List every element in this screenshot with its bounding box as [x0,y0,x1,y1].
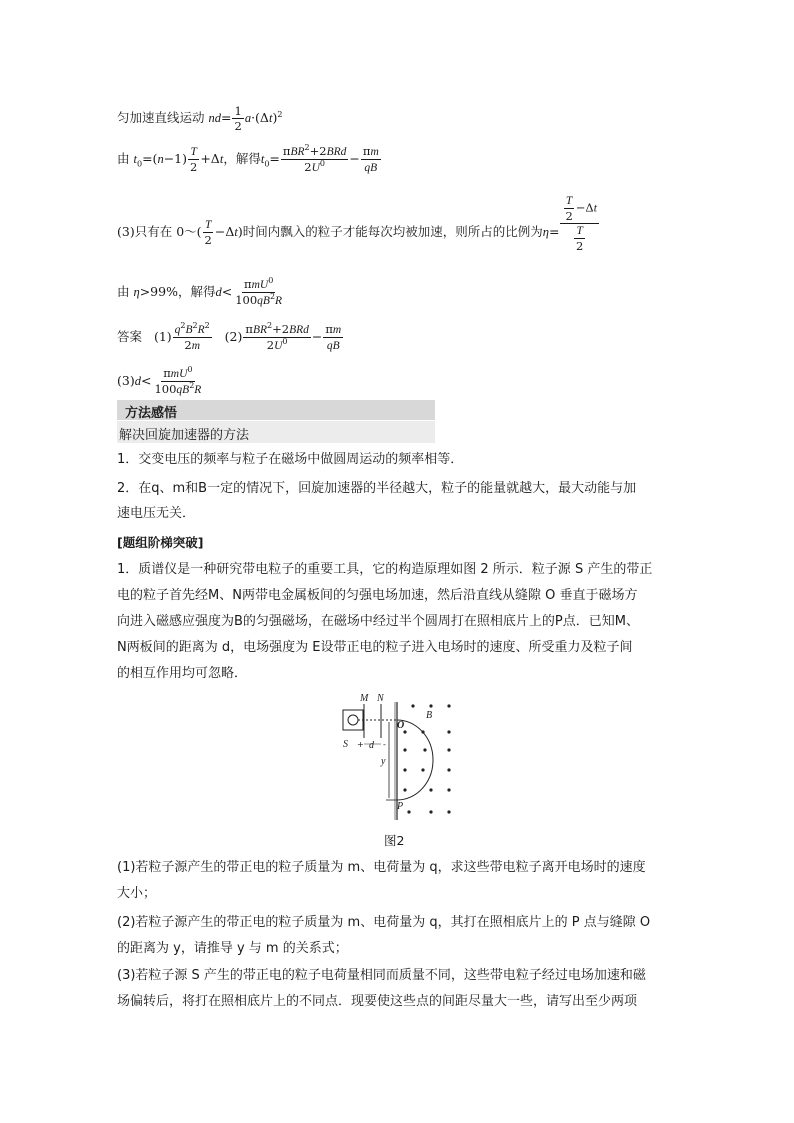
answer-2-label: (2) [224,329,243,344]
method-point-2-line-2: 速电压无关． [117,506,196,521]
line4-prefix: 由 [117,284,130,299]
label-M: M [360,693,369,704]
question-1-line-5: 的相互作用均可忽略． [117,666,248,681]
sub-question-2-line-1: (2)若粒子源产生的带正电的粒子质量为 m、电荷量为 q，其打在照相底片上的 P 点与缝隙 O [117,915,651,930]
answer-line-3: (3)d< πmU$^0$ $100qB^2R$ [117,365,202,396]
line3-prefix: (3)只有在 [117,224,173,239]
line2-prefix: 由 [117,151,130,166]
line2-mid: ，解得 [223,151,261,166]
fraction-half: $\frac{1}{2}$ [234,104,242,133]
formula-nd: nd [208,111,221,125]
method-subheader: 解决回旋加速器的方法 [119,428,250,443]
line3-mid: 时间内飘入的粒子才能每次均被加速，则所占的比例为 [242,224,543,239]
method-header: 方法感悟 [125,406,178,421]
method-header-box [117,400,435,420]
label-d: d [369,740,374,751]
answer-3-label: (3) [117,373,135,388]
source-circle [348,715,358,725]
label-P: P [397,801,404,812]
solution-line-1: 匀加速直线运动 nd= $\frac{1}{2}$ $a\cdot(\Delta t)^2$ [117,104,283,133]
practice-header: [题组阶梯突破] [117,535,204,550]
line4-mid: ，解得 [177,284,216,299]
solution-line-2: 由 $t_0=(n-1)$ $\frac{T}{2}$ +Δt，解得$t_0=$ πBR$^2$+2BRd $2U^0$ − $\frac{\pi m}{qB}$ [117,143,379,174]
method-point-1: 1．交变电压的频率与粒子在磁场中做圆周运动的频率相等． [117,452,464,467]
sub-question-1-line-1: (1)若粒子源产生的带正电的粒子质量为 m、电荷量为 q，求这些带电粒子离开电场时的速度 [117,860,646,875]
figure-mass-spectrometer [335,692,465,822]
label-O: O [397,720,405,731]
answer-1-label: (1) [153,329,172,344]
method-subheader-box [117,421,435,443]
sub-question-2-line-2: 的距离为 y，请推导 y 与 m 的关系式； [117,941,348,956]
question-1-line-4: N两板间的距离为 d，电场强度为 E设带正电的粒子进入电场时的速度、所受重力及粒子间 [117,640,633,655]
sub-question-3-line-2: 场偏转后，将打在照相底片上的不同点．现要使这些点的间距尽量大一些，请写出至少两项 [117,994,638,1009]
answer-label: 答案 [117,329,143,344]
figure-caption: 图2 [384,833,405,848]
solution-line-4: 由 η>99%，解得d< πmU$^0$ $100qB^2R$ [117,276,283,307]
line1-prefix: 匀加速直线运动 [117,110,205,125]
label-N: N [377,693,384,704]
answer-line: 答案 (1) $\frac{q^2B^2R^2}{2m}$ (2) πBR$^2$+2BRd $2U^0$ − $\frac{\pi m}{qB}$ [117,321,342,352]
question-1-line-3: 向进入磁感应强度为B的匀强磁场，在磁场中经过半个圆周打在照相底片上的P点．已知M、 [117,614,639,629]
solution-line-3: (3)只有在 0～( $\frac{T}{2}$ −Δt)时间内飘入的粒子才能每次均被加速，则所占的比例为η= $\frac{T}{2}$ −Δt $\frac{T}{2}$ [117,195,597,253]
sub-question-1-line-2: 大小； [117,886,157,901]
method-point-2-line-1: 2．在q、m和B一定的情况下，回旋加速器的半径越大，粒子的能量就越大，最大动能与加 [117,481,637,496]
label-plus: + [357,740,364,749]
question-1-line-2: 电的粒子首先经M、N两带电金属板间的匀强电场加速，然后沿直线从缝隙 O 垂直于磁场方 [117,588,638,603]
sub-question-3-line-1: (3)若粒子源 S 产生的带正电的粒子电荷量相同而质量不同，这些带电粒子经过电场加速和磁 [117,968,646,983]
question-1-line-1: 1．质谱仪是一种研究带电粒子的重要工具，它的构造原理如图 2 所示．粒子源 S 产生的带正 [117,562,653,577]
label-B: B [426,710,433,721]
label-minus: - [383,740,386,749]
label-y: y [381,756,386,767]
label-S: S [343,739,348,750]
particle-trajectory [397,720,433,800]
